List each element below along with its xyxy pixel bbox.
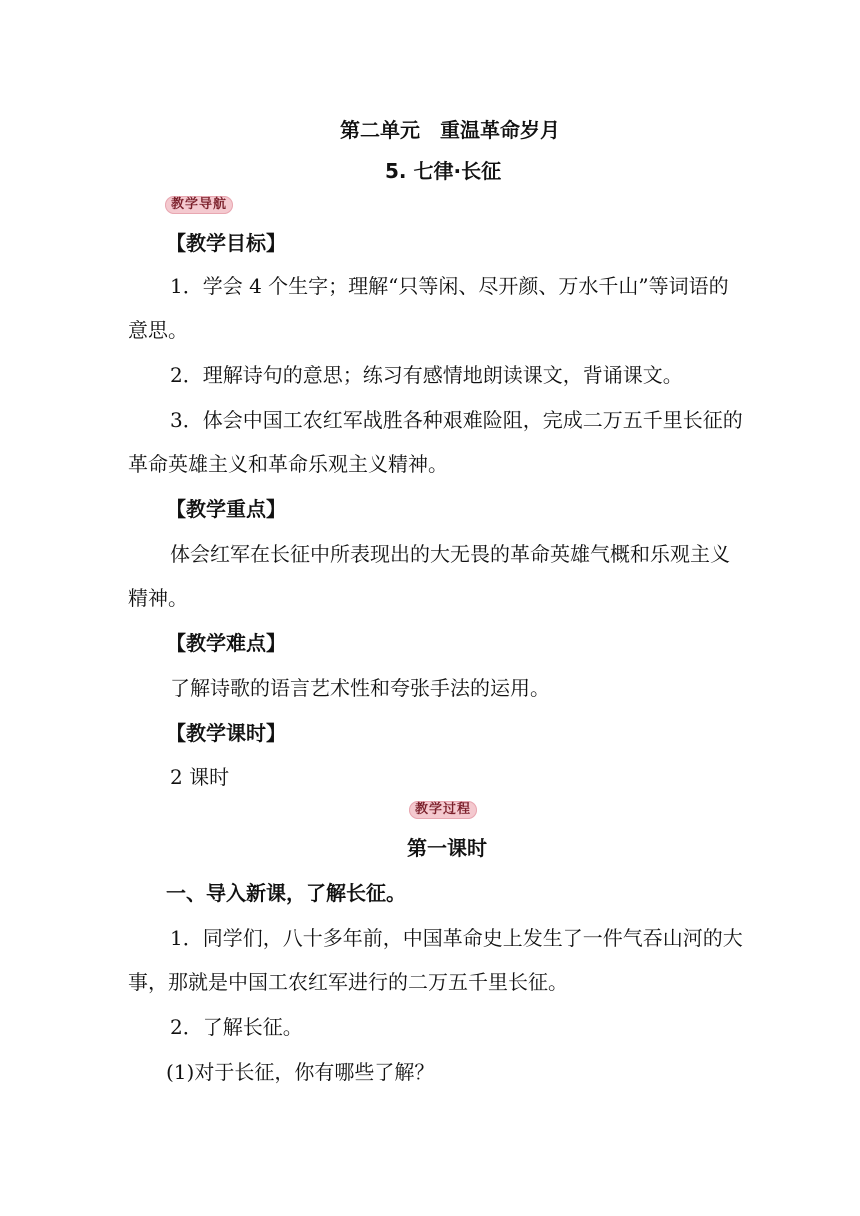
unit-title: 第二单元 重温革命岁月	[340, 118, 560, 142]
goal-item-1-line-1: 1．学会 4 个生字；理解“只等闲、尽开颜、万水千山”等词语的	[170, 274, 729, 298]
lesson-one-title: 第一课时	[407, 836, 487, 860]
difficulties-text: 了解诗歌的语言艺术性和夸张手法的运用。	[170, 676, 550, 700]
key-points-line-2: 精神。	[128, 586, 188, 610]
goal-item-3-line-2: 革命英雄主义和革命乐观主义精神。	[128, 452, 448, 476]
goal-item-2: 2．理解诗句的意思；练习有感情地朗读课文，背诵课文。	[170, 363, 683, 387]
lesson-title: 5. 七律·长征	[385, 159, 502, 183]
paragraph-3: (1)对于长征，你有哪些了解？	[166, 1060, 435, 1084]
periods-value: 2 课时	[170, 765, 230, 789]
step-one-heading: 一、导入新课，了解长征。	[166, 881, 406, 905]
goals-heading: 【教学目标】	[166, 231, 286, 255]
paragraph-1-line-2: 事，那就是中国工农红军进行的二万五千里长征。	[128, 970, 568, 994]
paragraph-2: 2．了解长征。	[170, 1015, 303, 1039]
goal-item-3-line-1: 3．体会中国工农红军战胜各种艰难险阻，完成二万五千里长征的	[170, 408, 743, 432]
paragraph-1-line-1: 1．同学们，八十多年前，中国革命史上发生了一件气吞山河的大	[170, 926, 743, 950]
periods-heading: 【教学课时】	[166, 721, 286, 745]
difficulties-heading: 【教学难点】	[166, 631, 286, 655]
teaching-guide-badge: 教学导航	[165, 196, 233, 214]
goal-item-1-line-2: 意思。	[128, 318, 188, 342]
key-points-heading: 【教学重点】	[166, 497, 286, 521]
key-points-line-1: 体会红军在长征中所表现出的大无畏的革命英雄气概和乐观主义	[170, 542, 730, 566]
teaching-process-badge: 教学过程	[409, 801, 477, 819]
